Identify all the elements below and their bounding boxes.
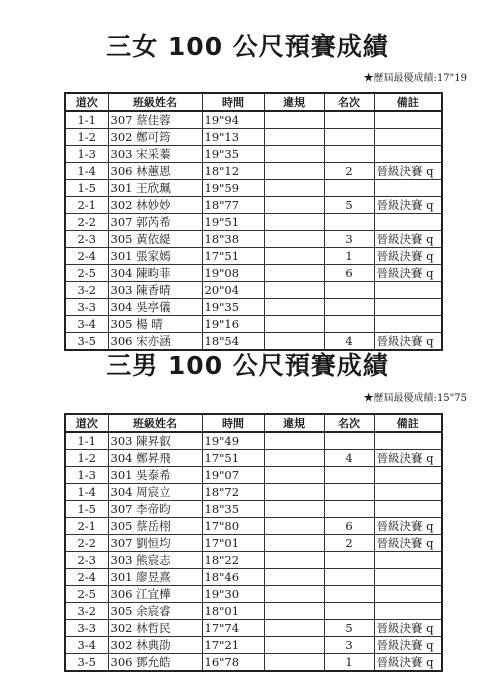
rank-cell: [324, 552, 374, 569]
lane-cell: 1-4: [65, 484, 108, 501]
rank-cell: 4: [324, 450, 374, 467]
name-cell: 302 林哲民: [108, 620, 202, 637]
rank-cell: [324, 467, 374, 484]
table-row: [65, 299, 442, 316]
foul-cell: [264, 637, 324, 654]
note-cell: [374, 586, 442, 603]
foul-cell: [264, 214, 324, 231]
header-rank: 名次: [324, 93, 374, 111]
rank-cell: [324, 146, 374, 163]
table-row: [65, 518, 442, 535]
note-cell: [374, 569, 442, 586]
lane-cell: 3-2: [65, 282, 108, 299]
time-cell: 18"46: [202, 569, 264, 586]
foul-cell: [264, 282, 324, 299]
table-row: [65, 180, 442, 197]
foul-cell: [264, 552, 324, 569]
note-cell: [374, 316, 442, 333]
foul-cell: [264, 569, 324, 586]
name-cell: 305 楊 晴: [108, 316, 202, 333]
results-table: [64, 413, 443, 672]
table-row: [65, 432, 442, 450]
lane-cell: 1-5: [65, 501, 108, 518]
time-cell: 19"07: [202, 467, 264, 484]
time-cell: 17"80: [202, 518, 264, 535]
rank-cell: [324, 501, 374, 518]
rank-cell: 3: [324, 231, 374, 248]
foul-cell: [264, 501, 324, 518]
time-cell: 19"35: [202, 299, 264, 316]
name-cell: 306 林蕙恩: [108, 163, 202, 180]
table-row: [65, 586, 442, 603]
name-cell: 306 江宜樺: [108, 586, 202, 603]
name-cell: 304 鄭昇飛: [108, 450, 202, 467]
header-note: 備註: [374, 93, 442, 111]
foul-cell: [264, 248, 324, 265]
foul-cell: [264, 265, 324, 282]
foul-cell: [264, 450, 324, 467]
rank-cell: [324, 129, 374, 146]
results-table: [64, 92, 443, 351]
header-foul: 違規: [264, 93, 324, 111]
note-cell: [374, 603, 442, 620]
time-cell: 18"77: [202, 197, 264, 214]
note-cell: 晉級決賽 q: [374, 231, 442, 248]
note-cell: [374, 432, 442, 450]
lane-cell: 2-3: [65, 231, 108, 248]
time-cell: 16"78: [202, 654, 264, 672]
foul-cell: [264, 467, 324, 484]
rank-cell: [324, 432, 374, 450]
table-row: [65, 214, 442, 231]
table-row: [65, 535, 442, 552]
name-cell: 301 廖昱熹: [108, 569, 202, 586]
table-row: [65, 450, 442, 467]
rank-cell: [324, 111, 374, 129]
table-row: [65, 282, 442, 299]
lane-cell: 2-2: [65, 214, 108, 231]
foul-cell: [264, 432, 324, 450]
note-cell: 晉級決賽 q: [374, 197, 442, 214]
lane-cell: 1-1: [65, 111, 108, 129]
time-cell: 18"22: [202, 552, 264, 569]
note-cell: 晉級決賽 q: [374, 535, 442, 552]
table-row: [65, 146, 442, 163]
foul-cell: [264, 180, 324, 197]
note-cell: [374, 214, 442, 231]
table-row: [65, 569, 442, 586]
foul-cell: [264, 197, 324, 214]
time-cell: 19"35: [202, 146, 264, 163]
lane-cell: 2-5: [65, 265, 108, 282]
header-note: 備註: [374, 414, 442, 432]
note-cell: [374, 180, 442, 197]
time-cell: 17"01: [202, 535, 264, 552]
best-record: [364, 73, 467, 85]
table-row: [65, 129, 442, 146]
table-row: [65, 637, 442, 654]
rank-cell: [324, 603, 374, 620]
name-cell: 302 林典劭: [108, 637, 202, 654]
rank-cell: 1: [324, 654, 374, 672]
lane-cell: 3-4: [65, 637, 108, 654]
foul-cell: [264, 111, 324, 129]
name-cell: 303 陳昇叡: [108, 432, 202, 450]
lane-cell: 2-1: [65, 197, 108, 214]
lane-cell: 2-4: [65, 248, 108, 265]
rank-cell: 6: [324, 518, 374, 535]
note-cell: 晉級決賽 q: [374, 333, 442, 351]
note-cell: 晉級決賽 q: [374, 518, 442, 535]
lane-cell: 3-5: [65, 654, 108, 672]
time-cell: 18"12: [202, 163, 264, 180]
lane-cell: 3-2: [65, 603, 108, 620]
lane-cell: 3-5: [65, 333, 108, 351]
table-header-row: [65, 414, 442, 432]
best-record: [364, 393, 467, 405]
name-cell: 306 鄧允皓: [108, 654, 202, 672]
name-cell: 302 林妙妙: [108, 197, 202, 214]
record-value: 17"19: [436, 73, 467, 84]
note-cell: [374, 146, 442, 163]
table-row: [65, 265, 442, 282]
rank-cell: 6: [324, 265, 374, 282]
table-row: [65, 501, 442, 518]
note-cell: [374, 299, 442, 316]
name-cell: 307 李帝昀: [108, 501, 202, 518]
table-row: [65, 654, 442, 672]
lane-cell: 1-2: [65, 450, 108, 467]
header-name: 班級姓名: [108, 93, 202, 111]
foul-cell: [264, 535, 324, 552]
name-cell: 307 蔡佳蓉: [108, 111, 202, 129]
record-label: ★歷屆最優成績:: [363, 73, 437, 84]
note-cell: 晉級決賽 q: [374, 637, 442, 654]
table-header-row: [65, 93, 442, 111]
rank-cell: 2: [324, 163, 374, 180]
header-time: 時間: [202, 93, 264, 111]
lane-cell: 2-1: [65, 518, 108, 535]
rank-cell: 5: [324, 620, 374, 637]
name-cell: 303 陳香晴: [108, 282, 202, 299]
foul-cell: [264, 163, 324, 180]
rank-cell: 1: [324, 248, 374, 265]
lane-cell: 2-5: [65, 586, 108, 603]
rank-cell: 2: [324, 535, 374, 552]
foul-cell: [264, 484, 324, 501]
rank-cell: [324, 484, 374, 501]
note-cell: 晉級決賽 q: [374, 450, 442, 467]
note-cell: 晉級決賽 q: [374, 620, 442, 637]
lane-cell: 3-4: [65, 316, 108, 333]
note-cell: [374, 111, 442, 129]
header-name: 班級姓名: [108, 414, 202, 432]
note-cell: [374, 467, 442, 484]
rank-cell: [324, 586, 374, 603]
page-title: 三男 100 公尺預賽成績: [106, 351, 389, 380]
record-value: 15"75: [436, 393, 467, 404]
time-cell: 19"59: [202, 180, 264, 197]
table-row: [65, 333, 442, 351]
note-cell: 晉級決賽 q: [374, 248, 442, 265]
foul-cell: [264, 146, 324, 163]
header-foul: 違規: [264, 414, 324, 432]
table-body: [65, 111, 442, 350]
header-time: 時間: [202, 414, 264, 432]
foul-cell: [264, 333, 324, 351]
rank-cell: [324, 180, 374, 197]
lane-cell: 3-3: [65, 620, 108, 637]
rank-cell: [324, 569, 374, 586]
name-cell: 301 張家嫣: [108, 248, 202, 265]
foul-cell: [264, 299, 324, 316]
note-cell: [374, 282, 442, 299]
name-cell: 304 周宸立: [108, 484, 202, 501]
time-cell: 18"35: [202, 501, 264, 518]
time-cell: 19"13: [202, 129, 264, 146]
name-cell: 303 熊宸志: [108, 552, 202, 569]
name-cell: 306 宋亦涵: [108, 333, 202, 351]
name-cell: 305 黃依緹: [108, 231, 202, 248]
time-cell: 19"51: [202, 214, 264, 231]
foul-cell: [264, 620, 324, 637]
header-lane: 道次: [65, 93, 108, 111]
lane-cell: 3-3: [65, 299, 108, 316]
table-row: [65, 111, 442, 129]
name-cell: 305 余宸睿: [108, 603, 202, 620]
table-row: [65, 316, 442, 333]
time-cell: 19"94: [202, 111, 264, 129]
table-row: [65, 197, 442, 214]
rank-cell: 3: [324, 637, 374, 654]
table-row: [65, 552, 442, 569]
name-cell: 302 鄭可筠: [108, 129, 202, 146]
note-cell: 晉級決賽 q: [374, 265, 442, 282]
rank-cell: [324, 299, 374, 316]
rank-cell: [324, 214, 374, 231]
table-row: [65, 484, 442, 501]
rank-cell: 5: [324, 197, 374, 214]
name-cell: 307 劉恒均: [108, 535, 202, 552]
name-cell: 301 吳泰希: [108, 467, 202, 484]
time-cell: 17"21: [202, 637, 264, 654]
lane-cell: 1-5: [65, 180, 108, 197]
note-cell: 晉級決賽 q: [374, 654, 442, 672]
lane-cell: 2-2: [65, 535, 108, 552]
name-cell: 307 郭芮希: [108, 214, 202, 231]
foul-cell: [264, 603, 324, 620]
foul-cell: [264, 129, 324, 146]
name-cell: 304 陳畇菲: [108, 265, 202, 282]
header-lane: 道次: [65, 414, 108, 432]
time-cell: 20"04: [202, 282, 264, 299]
note-cell: 晉級決賽 q: [374, 163, 442, 180]
note-cell: [374, 552, 442, 569]
time-cell: 17"51: [202, 248, 264, 265]
foul-cell: [264, 231, 324, 248]
time-cell: 19"16: [202, 316, 264, 333]
table-body: [65, 432, 442, 671]
time-cell: 19"49: [202, 432, 264, 450]
rank-cell: [324, 316, 374, 333]
note-cell: [374, 484, 442, 501]
table-row: [65, 163, 442, 180]
time-cell: 18"38: [202, 231, 264, 248]
time-cell: 18"72: [202, 484, 264, 501]
table-row: [65, 231, 442, 248]
lane-cell: 2-3: [65, 552, 108, 569]
foul-cell: [264, 586, 324, 603]
table-row: [65, 248, 442, 265]
name-cell: 303 宋采蓁: [108, 146, 202, 163]
time-cell: 17"51: [202, 450, 264, 467]
lane-cell: 1-4: [65, 163, 108, 180]
table-row: [65, 603, 442, 620]
note-cell: [374, 501, 442, 518]
name-cell: 301 王欣珮: [108, 180, 202, 197]
lane-cell: 1-1: [65, 432, 108, 450]
time-cell: 19"08: [202, 265, 264, 282]
rank-cell: 4: [324, 333, 374, 351]
table-row: [65, 620, 442, 637]
time-cell: 18"01: [202, 603, 264, 620]
foul-cell: [264, 518, 324, 535]
foul-cell: [264, 654, 324, 672]
table-row: [65, 467, 442, 484]
foul-cell: [264, 316, 324, 333]
lane-cell: 2-4: [65, 569, 108, 586]
lane-cell: 1-3: [65, 467, 108, 484]
lane-cell: 1-2: [65, 129, 108, 146]
name-cell: 305 蔡岳栩: [108, 518, 202, 535]
header-rank: 名次: [324, 414, 374, 432]
time-cell: 19"30: [202, 586, 264, 603]
note-cell: [374, 129, 442, 146]
record-label: ★歷屆最優成績:: [363, 393, 437, 404]
time-cell: 18"54: [202, 333, 264, 351]
lane-cell: 1-3: [65, 146, 108, 163]
page-title: 三女 100 公尺預賽成績: [106, 32, 389, 61]
name-cell: 304 吳亭儀: [108, 299, 202, 316]
time-cell: 17"74: [202, 620, 264, 637]
rank-cell: [324, 282, 374, 299]
